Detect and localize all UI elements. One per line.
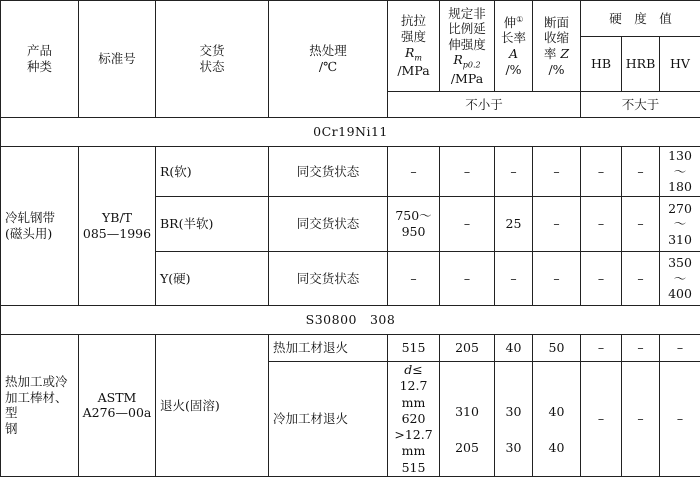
yield-cell: – [440, 252, 495, 306]
header-hardness-group: 硬 度 值 [581, 1, 700, 37]
hrb-cell: – [622, 252, 660, 306]
reduction-cell: 50 [533, 335, 581, 362]
header-product-type: 产品 种类 [1, 1, 79, 118]
section1-product: 冷轧钢带 (磁头用) [1, 147, 79, 306]
header-row-1 [1, 1, 700, 37]
heat-treatment-cell: 热加工材退火 [269, 335, 388, 362]
yield-cell: 310 205 [440, 362, 495, 477]
hv-cell: 270～ 310 [660, 197, 700, 252]
header-not-more: 不大于 [581, 92, 700, 118]
hb-cell: – [581, 362, 622, 477]
yield-cell: 205 [440, 335, 495, 362]
elongation-cell: – [495, 147, 533, 197]
hb-cell: – [581, 252, 622, 306]
section2-product: 热加工或冷 加工棒材、型 钢 [1, 335, 79, 477]
heat-treatment-cell: 同交货状态 [269, 147, 388, 197]
section2-delivery-state: 退火(固溶) [156, 335, 269, 477]
section1-standard: YB/T 085—1996 [79, 147, 156, 306]
elongation-cell: 40 [495, 335, 533, 362]
tensile-cell: d≤ 12.7 mm 620 >12.7 mm 515 [388, 362, 440, 477]
table-row [1, 147, 700, 197]
hv-cell: – [660, 362, 700, 477]
tensile-cell: 750～ 950 [388, 197, 440, 252]
hrb-cell: – [622, 197, 660, 252]
header-tensile: 抗拉 强度 $R_m$ /MPa [388, 1, 440, 92]
heat-treatment-cell: 同交货状态 [269, 197, 388, 252]
reduction-cell: – [533, 252, 581, 306]
header-reduction: 断面 收缩 率 Z /% [533, 1, 581, 92]
hrb-cell: – [622, 362, 660, 477]
header-delivery-state: 交货 状态 [156, 1, 269, 118]
hb-cell: – [581, 335, 622, 362]
hv-cell: – [660, 335, 700, 362]
header-hrb: HRB [622, 37, 660, 92]
header-yield: 规定非 比例延 伸强度 $R_{p0.2}$ /MPa [440, 1, 495, 92]
heat-treatment-cell: 同交货状态 [269, 252, 388, 306]
reduction-cell: 40 40 [533, 362, 581, 477]
section2-standard: ASTM A276—00a [79, 335, 156, 477]
reduction-cell: – [533, 197, 581, 252]
tensile-cell: 515 [388, 335, 440, 362]
tensile-cell: – [388, 252, 440, 306]
yield-cell: – [440, 197, 495, 252]
hrb-cell: – [622, 335, 660, 362]
header-hv: HV [660, 37, 700, 92]
hb-cell: – [581, 147, 622, 197]
header-standard-no: 标准号 [79, 1, 156, 118]
hrb-cell: – [622, 147, 660, 197]
elongation-cell: 25 [495, 197, 533, 252]
hb-cell: – [581, 197, 622, 252]
delivery-state-cell: Y(硬) [156, 252, 269, 306]
reduction-cell: – [533, 147, 581, 197]
section1-grade-row [1, 118, 700, 147]
hv-cell: 130～ 180 [660, 147, 700, 197]
header-elongation: 伸① 长率 A /% [495, 1, 533, 92]
delivery-state-cell: BR(半软) [156, 197, 269, 252]
section2-grade-row [1, 306, 700, 335]
elongation-cell: – [495, 252, 533, 306]
table-row [1, 335, 700, 362]
heat-treatment-cell: 冷加工材退火 [269, 362, 388, 477]
section2-grade: S30800 308 [1, 306, 700, 335]
elongation-cell: 30 30 [495, 362, 533, 477]
hv-cell: 350～ 400 [660, 252, 700, 306]
tensile-cell: – [388, 147, 440, 197]
header-heat-treatment: 热处理 /℃ [269, 1, 388, 118]
yield-cell: – [440, 147, 495, 197]
header-not-less: 不小于 [388, 92, 581, 118]
delivery-state-cell: R(软) [156, 147, 269, 197]
header-hb: HB [581, 37, 622, 92]
section1-grade: 0Cr19Ni11 [1, 118, 700, 147]
